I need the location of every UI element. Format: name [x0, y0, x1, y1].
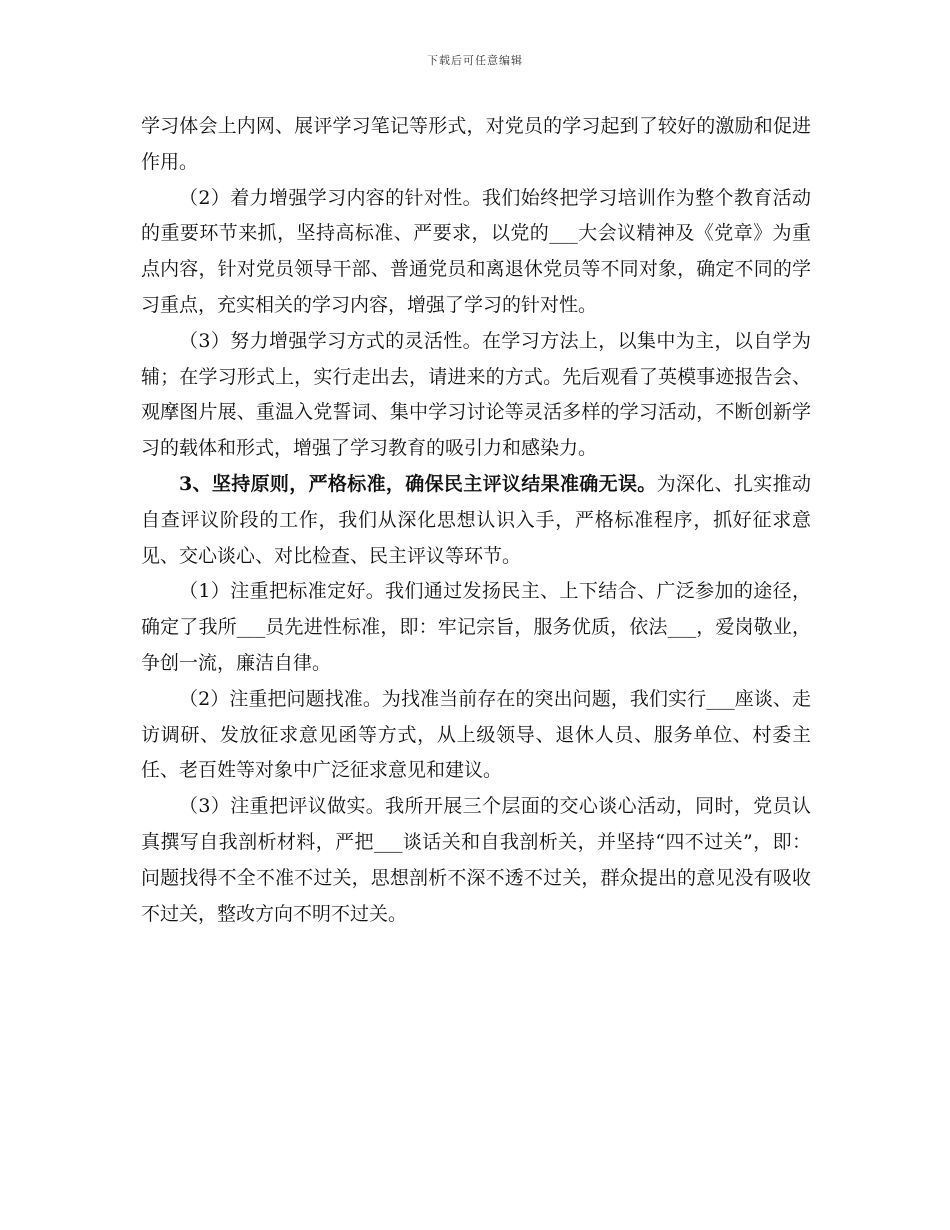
paragraph-text: （1）注重把标准定好。我们通过发扬民主、上下结合、广泛参加的途径，确定了我所___员先进性标准，即：牢记宗旨，服务优质，依法___，爱岗敬业，争创一流，廉洁自律。 — [141, 580, 811, 674]
paragraph-6 — [141, 682, 811, 789]
section-heading: 3、坚持原则，严格标准，确保民主评议结果准确无误。 — [179, 472, 657, 495]
paragraph-text: （2）着力增强学习内容的针对性。我们始终把学习培训作为整个教育活动的重要环节来抓，坚持高标准、严要求，以党的___大会议精神及《党章》为重点内容，针对党员领导干部、普通党员和离退休党员等不同对象，确定不同的学习重点，充实相关的学习内容，增强了学习的针对性。 — [141, 186, 811, 316]
paragraph-text: （3）努力增强学习方式的灵活性。在学习方法上，以集中为主，以自学为辅；在学习形式上，实行走出去，请进来的方式。先后观看了英模事迹报告会、观摩图片展、重温入党誓词、集中学习讨论等灵活多样的学习活动，不断创新学习的载体和形式，增强了学习教育的吸引力和感染力。 — [141, 329, 811, 460]
paragraph-3 — [141, 324, 811, 467]
paragraph-5 — [141, 574, 811, 681]
paragraph-text: （2）注重把问题找准。为找准当前存在的突出问题，我们实行___座谈、走访调研、发放征求意见函等方式，从上级领导、退休人员、服务单位、村委主任、老百姓等对象中广泛征求意见和建议。 — [141, 687, 811, 782]
paragraph-text: 学习体会上内网、展评学习笔记等形式，对党员的学习起到了较好的激励和促进作用。 — [141, 115, 811, 173]
paragraph-text: 为深化、扎实推动自查评议阶段的工作，我们从深化思想认识入手，严格标准程序，抓好征求意见、交心谈心、对比检查、民主评议等环节。 — [141, 472, 811, 567]
paragraph-7 — [141, 789, 811, 932]
paragraph-4 — [141, 467, 811, 574]
document-body — [141, 109, 811, 932]
paragraph-2 — [141, 181, 811, 324]
paragraph-1 — [141, 109, 811, 181]
paragraph-text: （3）注重把评议做实。我所开展三个层面的交心谈心活动，同时，党员认真撰写自我剖析材料，严把___谈话关和自我剖析关，并坚持“四不过关”，即：问题找得不全不准不过关，思想剖析不深不透不过关，群众提出的意见没有吸收不过关，整改方向不明不过关。 — [141, 795, 811, 925]
page-header-note: 下载后可任意编辑 — [427, 54, 523, 67]
